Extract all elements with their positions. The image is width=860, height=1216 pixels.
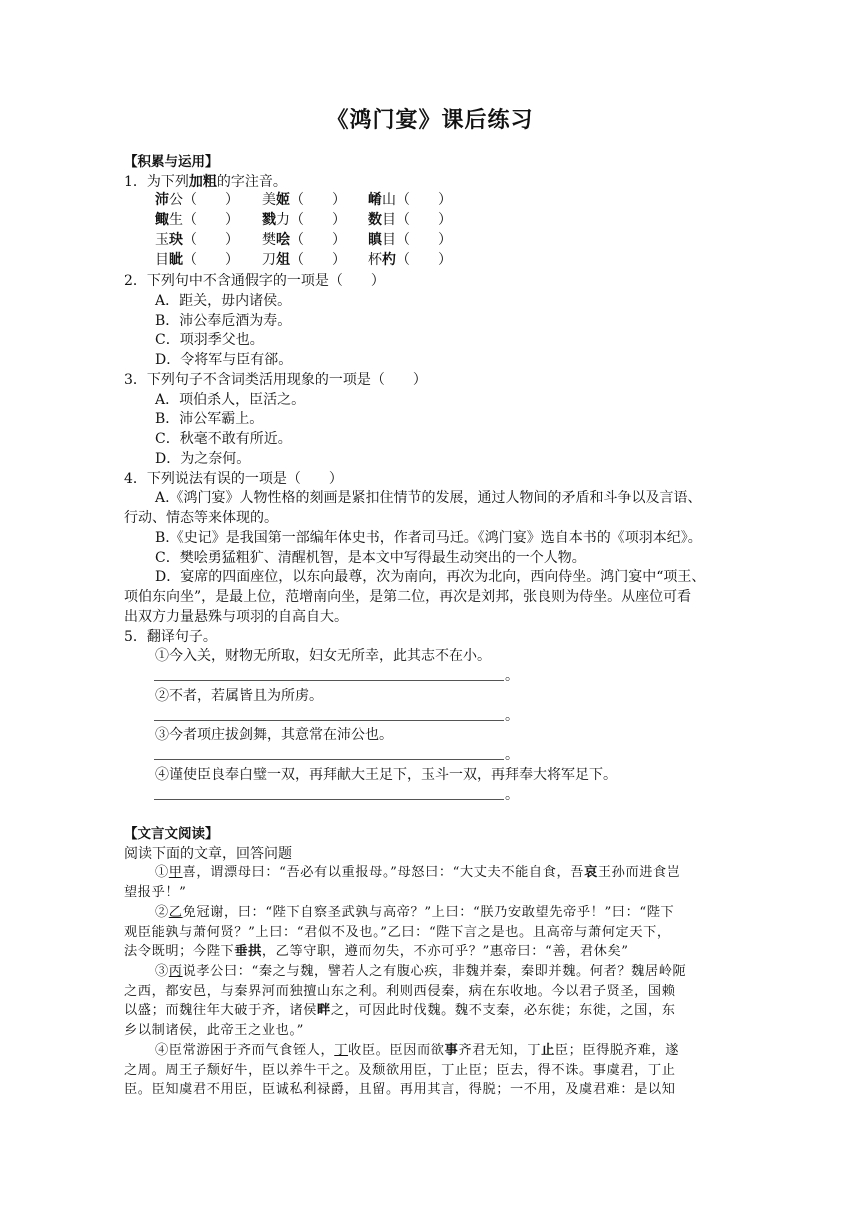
- pinyin-row: [155, 230, 475, 250]
- question-4-option-line: D．宴席的四面座位，以东向最尊，次为南向，再次为北向，西向侍坐。鸿门宴中“项王、: [155, 569, 706, 585]
- reading-instructions: 阅读下面的文章，回答问题: [124, 846, 292, 862]
- pinyin-row: [155, 190, 475, 210]
- question-3-stem: 3．下列句子不含词类活用现象的一项是（ ）: [124, 372, 427, 388]
- question-4-option-line: 项伯东向坐”，是最上位，范增南向坐，是第二位，再次是刘邦，张良则为侍坐。从座位可看: [124, 589, 692, 605]
- pinyin-item: 玉玦（ ）: [155, 232, 239, 248]
- question-1-stem: 1．为下列加粗的字注音。: [124, 174, 287, 190]
- pinyin-item: 刀俎（ ）: [262, 252, 346, 268]
- passage-paragraph-4-line: 臣。臣知虞君不用臣，臣诚私利禄爵，且留。再用其言，得脱；一不用，及虞君难：是以知: [124, 1082, 676, 1097]
- question-2-stem: 2．下列句中不含通假字的一项是（ ）: [124, 273, 385, 289]
- answer-line-period: 。: [505, 747, 519, 763]
- answer-line-period: 。: [505, 708, 519, 724]
- passage-paragraph-2-line: 法令既明；今陛下垂拱，乙等守职，遵而勿失，不亦可乎？”惠帝曰：“善，君休矣”: [124, 944, 629, 959]
- question-3-option-d: D．为之奈何。: [155, 451, 251, 467]
- pinyin-item: 鲰生（ ）: [155, 212, 239, 228]
- passage-paragraph-2-line: ②乙免冠谢，曰：“陛下自察圣武孰与高帝？”上曰：“朕乃安敢望先帝乎！”曰：“陛下: [155, 905, 675, 920]
- answer-line-1[interactable]: [154, 680, 504, 681]
- pinyin-item: 杯杓（ ）: [368, 252, 452, 268]
- translate-sentence-1: ①今入关，财物无所取，妇女无所幸，此其志不在小。: [155, 648, 491, 664]
- pinyin-item: 崤山（ ）: [368, 192, 452, 208]
- pinyin-item: 数目（ ）: [368, 212, 452, 228]
- passage-paragraph-1-line: 望报乎！”: [124, 885, 187, 900]
- answer-line-2[interactable]: [154, 720, 504, 721]
- question-2-option-d: D．令将军与臣有郤。: [155, 352, 293, 368]
- question-2-option-c: C．项羽季父也。: [155, 332, 264, 348]
- answer-line-4[interactable]: [154, 799, 504, 800]
- pinyin-row: [155, 250, 475, 270]
- question-4-option-line: B.《史记》是我国第一部编年体史书，作者司马迁。《鸿门宴》选自本书的《项羽本纪》。: [155, 530, 702, 546]
- translate-sentence-4: ④谨使臣良奉白璧一双，再拜献大王足下，玉斗一双，再拜奉大将军足下。: [155, 767, 617, 783]
- page-title: 《鸿门宴》课后练习: [326, 108, 534, 133]
- question-2-option-a: A．距关，毋内诸侯。: [155, 293, 292, 309]
- answer-line-period: 。: [505, 668, 519, 684]
- question-4-option-line: C．樊哙勇猛粗犷、清醒机智，是本文中写得最生动突出的一个人物。: [155, 550, 586, 566]
- passage-paragraph-2-line: 观臣能孰与萧何贤？”上曰：“君似不及也。”乙曰：“陛下言之是也。且高帝与萧何定天下，: [124, 925, 671, 940]
- question-3-option-b: B．沛公军霸上。: [155, 411, 264, 427]
- section-heading-classical-reading: 【文言文阅读】: [124, 826, 219, 842]
- pinyin-grid: [155, 190, 475, 270]
- question-4-option-line: 出双方力量悬殊与项羽的自高自大。: [124, 609, 348, 625]
- passage-paragraph-3-line: 以盛；而魏往年大破于齐，诸侯畔之，可因此时伐魏。魏不支秦，必东徙；东徙，之国，东: [124, 1003, 676, 1018]
- passage-paragraph-3-line: ③丙说孝公曰：“秦之与魏，譬若人之有腹心疾，非魏并秦，秦即并魏。何者？魏居岭阨: [155, 964, 687, 979]
- passage-paragraph-4-line: 之周。周王子颓好牛，臣以养牛干之。及颓欲用臣，丁止臣；臣去，得不诛。事虞君，丁止: [124, 1063, 676, 1078]
- passage-paragraph-3-line: 乡以制诸侯，此帝王之业也。”: [124, 1023, 304, 1038]
- pinyin-item: 沛公（ ）: [155, 192, 239, 208]
- section-heading-accumulation: 【积累与运用】: [124, 154, 219, 170]
- question-2-option-b: B．沛公奉卮酒为寿。: [155, 313, 292, 329]
- question-3-option-a: A．项伯杀人，臣活之。: [155, 392, 306, 408]
- translate-sentence-2: ②不者，若属皆且为所虏。: [155, 688, 323, 704]
- answer-line-period: 。: [505, 787, 519, 803]
- question-4-option-line: 行动、情态等来体现的。: [124, 510, 278, 526]
- answer-line-3[interactable]: [154, 759, 504, 760]
- question-4-option-line: A.《鸿门宴》人物性格的刻画是紧扣住情节的发展，通过人物间的矛盾和斗争以及言语、: [155, 490, 702, 506]
- pinyin-item: 瞋目（ ）: [368, 232, 452, 248]
- question-5-stem: 5．翻译句子。: [124, 629, 217, 645]
- question-4-stem: 4．下列说法有误的一项是（ ）: [124, 471, 343, 487]
- passage-paragraph-3-line: 之西，都安邑，与秦界河而独擅山东之利。利则西侵秦，病在东收地。今以君子贤圣，国赖: [124, 984, 676, 999]
- passage-paragraph-4-line: ④臣常游困于齐而气食铚人，丁收臣。臣因而欲事齐君无知，丁止臣；臣得脱齐难，遂: [155, 1043, 679, 1058]
- translate-sentence-3: ③今者项庄拔剑舞，其意常在沛公也。: [155, 727, 393, 743]
- pinyin-row: [155, 210, 475, 230]
- pinyin-item: 目眦（ ）: [155, 252, 239, 268]
- pinyin-item: 戮力（ ）: [262, 212, 346, 228]
- pinyin-item: 樊哙（ ）: [262, 232, 346, 248]
- pinyin-item: 美姬（ ）: [262, 192, 346, 208]
- question-3-option-c: C．秋毫不敢有所近。: [155, 431, 292, 447]
- passage-paragraph-1-line: ①甲喜，谓漂母曰：“吾必有以重报母。”母怒曰：“大丈夫不能自食，吾哀王孙而进食岂: [155, 865, 681, 880]
